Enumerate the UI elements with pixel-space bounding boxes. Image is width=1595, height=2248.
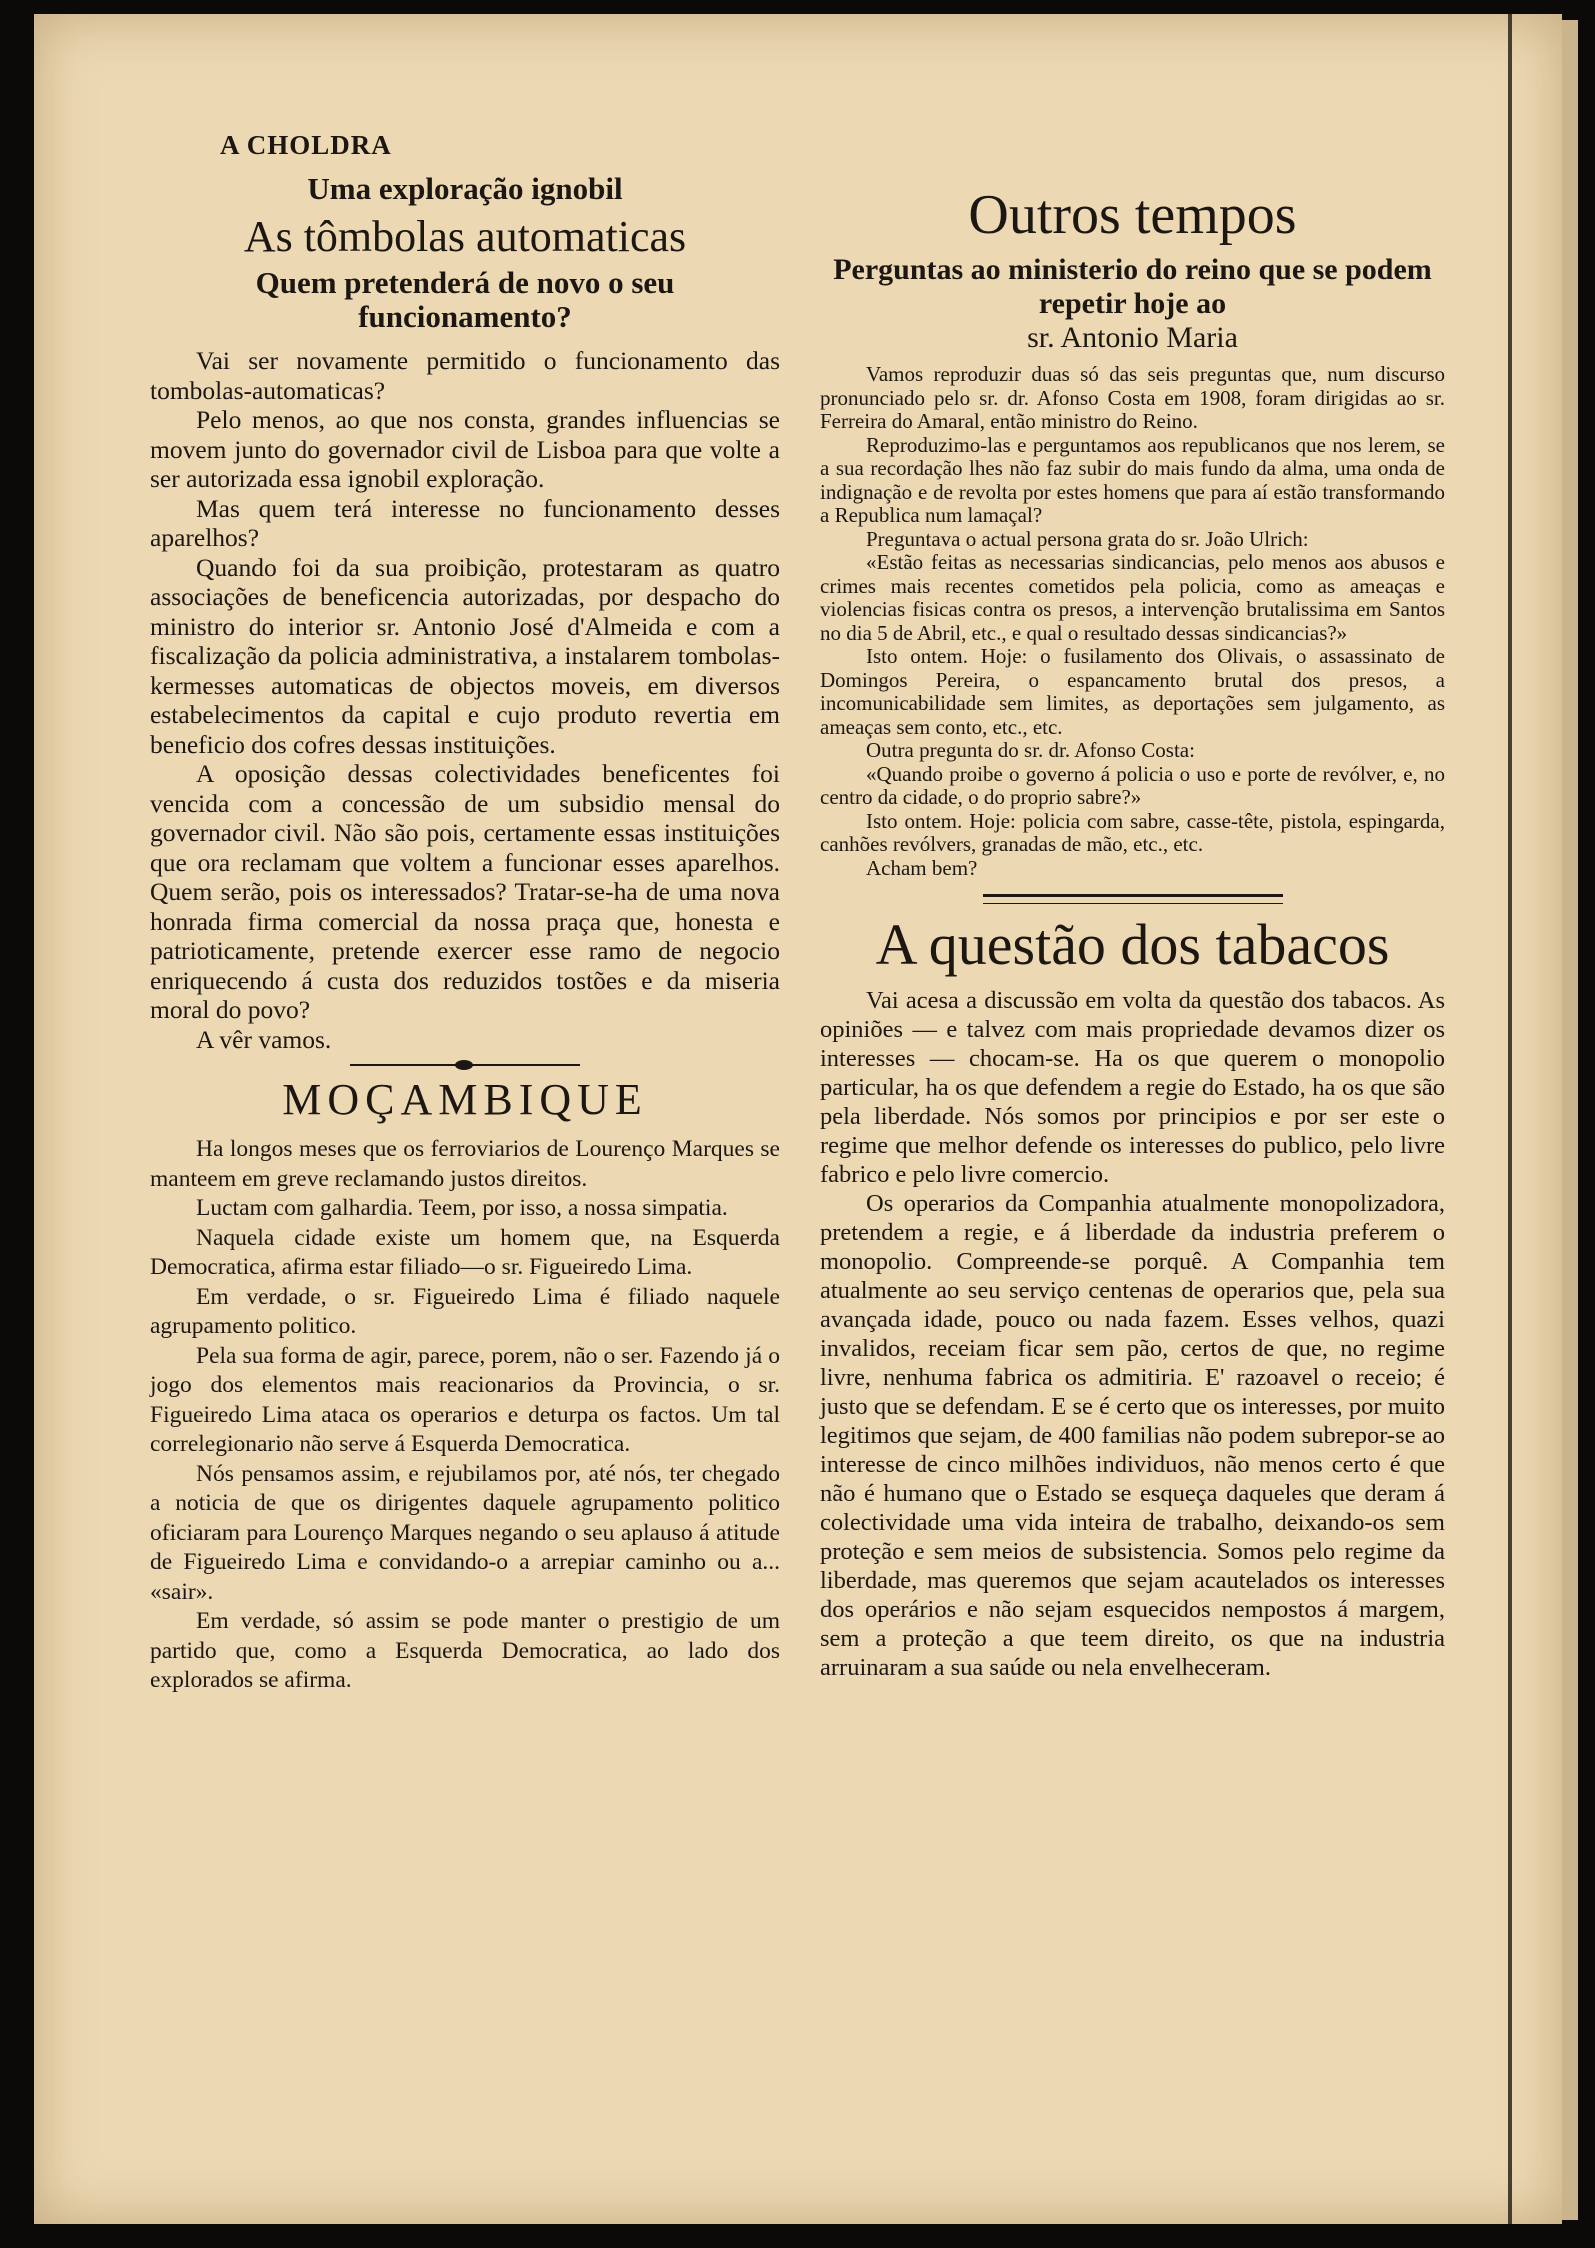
outros-tempos-byline: sr. Antonio Maria — [1027, 321, 1238, 354]
right-column — [820, 185, 1445, 1682]
tabacos-title: A questão dos tabacos — [875, 912, 1390, 977]
outros-tempos-article — [820, 185, 1445, 880]
tombolas-paragraph: Mas quem terá interesse no funcionamento desses aparelhos? — [150, 493, 780, 552]
outros-paragraph: Outra pregunta do sr. dr. Afonso Costa: — [866, 738, 1195, 762]
mozambique-paragraph: Nós pensamos assim, e rejubilamos por, até nós, ter chegado a noticia de que os dirigentes daquele agrupamento politico oficiaram para Lourenço Marques negando o seu aplauso á atitude de Figueiredo Lima e convidando-o a arrepiar caminho ou a... «sair». — [150, 1460, 780, 1605]
outros-tempos-title: Outros tempos — [968, 184, 1297, 246]
tombolas-article — [150, 346, 780, 1054]
tombolas-paragraph: A vêr vamos. — [196, 1024, 332, 1054]
section-divider — [983, 894, 1283, 904]
tombolas-paragraph: Quando foi da sua proibição, protestaram as quatro associações de beneficencia autorizadas, por despacho do ministro do interior sr. Antonio José d'Almeida e com a fiscalização da policia administrativa, a instalarem tombolas-kermesses automaticas de objectos moveis, em diversos estabelecimentos da capital e cujo produto revertia em beneficio dos cofres dessas instituições. — [150, 552, 780, 759]
left-column — [150, 130, 780, 1696]
mozambique-paragraph: Em verdade, só assim se pode manter o prestigio de um partido que, como a Esquerda Democratica, ao lado dos explorados se afirma. — [150, 1608, 780, 1693]
page-fold-edge — [1508, 14, 1512, 2224]
outros-tempos-deck: Perguntas ao ministerio do reino que se podem repetir hoje ao — [833, 253, 1432, 320]
outros-quote: «Estão feitas as necessarias sindicancias, pelo menos aos abusos e crimes mais recentes cometidos pela policia, como as ameaças e violencias fisicas contra os presos, a intervenção brutalissima em Santos no dia 5 de Abril, etc., e qual o resultado dessas sindicancias?» — [820, 550, 1445, 645]
paper-name: A CHOLDRA — [220, 130, 392, 160]
mozambique-title: MOÇAMBIQUE — [282, 1075, 648, 1124]
tombolas-paragraph: A oposição dessas colectividades beneficentes foi vencida com a concessão de um subsidio mensal do governador civil. Não são pois, certamente essas instituições que ora reclamam que voltem a funcionar esses aparelhos. Quem serão, pois os interessados? Tratar-se-ha de uma nova honrada firma comercial da nossa praça que, honesta e patrioticamente, pretende exercer esse ramo de negocio enriquecendo á custa dos reduzidos tostões e da miseria moral do povo? — [150, 759, 780, 1024]
tombolas-deck: Quem pretenderá de novo o seu funcionamento? — [255, 265, 675, 334]
outros-paragraph: Acham bem? — [866, 855, 978, 880]
tabacos-article — [820, 914, 1445, 1682]
outros-paragraph: Isto ontem. Hoje: o fusilamento dos Olivais, o assassinato de Domingos Pereira, o espancamento brutal dos presos, a incomunicabilidade sem limites, as deportações sem julgamento, as ameaças sem conto, etc., etc. — [820, 644, 1445, 739]
outros-paragraph: Preguntava o actual persona grata do sr. João Ulrich: — [866, 526, 1309, 551]
mozambique-paragraph: Pela sua forma de agir, parece, porem, não o ser. Fazendo já o jogo dos elementos mais reacionarios da Provincia, o sr. Figueiredo Lima ataca os operarios e deturpa os factos. Um tal correlegionario não serve á Esquerda Democratica. — [150, 1342, 780, 1457]
tombolas-paragraph: Pelo menos, ao que nos consta, grandes influencias se movem junto do governador civil de Lisboa para que volte a ser autorizada essa ignobil exploração. — [150, 405, 780, 493]
mozambique-article — [150, 1074, 780, 1696]
mozambique-paragraph: Luctam com galhardia. Teem, por isso, a nossa simpatia. — [196, 1195, 728, 1221]
outros-paragraph: Vamos reproduzir duas só das seis preguntas que, num discurso pronunciado pelo sr. dr. Afonso Costa em 1908, foram dirigidas ao sr. Ferreira do Amaral, então ministro do Reino. — [820, 362, 1445, 433]
tabacos-paragraph: Os operarios da Companhia atualmente monopolizadora, pretendem a regie, e á liberdade da industria preferem o monopolio. Compreende-se porquê. A Companhia tem atualmente ao seu serviço centenas de operarios que, pela sua avançada idade, pouco ou nada fazem. Esses velhos, quazi invalidos, receiam ficar sem pão, certos de que, no regime livre, nenhuma fabrica os admitiria. E' razoavel o receio; é justo que se defendam. E se é certo que os interesses, por muito legitimos que sejam, de 400 familias não podem subrepor-se ao interesse de cinco milhões individuos, não menos certo é que não é humano que o Estado se esqueça daqueles que deram á colectividade uma vida inteira de trabalho, deixando-os sem proteção e sem meios de subsistencia. Somos pelo regime da liberdade, mas queremos que sejam acautelados os interesses dos operários e não sejam esquecidos nempostos á margem, sem a proteção a que teem direito, os que na industria arruinaram a sua saúde ou nela envelheceram. — [820, 1190, 1445, 1681]
section-divider — [350, 1064, 580, 1066]
tombolas-paragraph: Vai ser novamente permitido o funcionamento das tombolas-automaticas? — [150, 346, 780, 405]
outros-paragraph: Isto ontem. Hoje: policia com sabre, casse-tête, pistola, espingarda, canhões revólvers, granadas de mão, etc., etc. — [820, 808, 1445, 856]
tombolas-headline: As tômbolas automaticas — [243, 212, 687, 261]
mozambique-paragraph: Em verdade, o sr. Figueiredo Lima é filiado naquele agrupamento politico. — [150, 1283, 780, 1339]
mozambique-paragraph: Ha longos meses que os ferroviarios de Lourenço Marques se manteem em greve reclamando justos direitos. — [150, 1136, 780, 1192]
tabacos-paragraph: Vai acesa a discussão em volta da questão dos tabacos. As opiniões — e talvez com mais propriedade devamos dizer os interesses — chocam-se. Ha os que querem o monopolio particular, ha os que defendem a regie do Estado, ha os que são pela liberdade. Nós somos por principios e por ser este o regime que melhor defende os interesses do publico, pelo livre fabrico e pelo livre comercio. — [820, 987, 1445, 1188]
tombolas-kicker: Uma exploração ignobil — [307, 171, 623, 206]
outros-quote: «Quando proibe o governo á policia o uso e porte de revólver, e, no centro da cidade, o do proprio sabre?» — [820, 761, 1445, 809]
next-page-edge — [1562, 20, 1578, 2220]
mozambique-paragraph: Naquela cidade existe um homem que, na Esquerda Democratica, afirma estar filiado—o sr. Figueiredo Lima. — [150, 1224, 780, 1280]
outros-paragraph: Reproduzimo-las e perguntamos aos republicanos que nos lerem, se a sua recordação lhes não faz subir do mais fundo da alma, uma onda de indignação e de revolta por estes homens que para aí estão transformando a Republica num lamaçal? — [820, 432, 1445, 527]
